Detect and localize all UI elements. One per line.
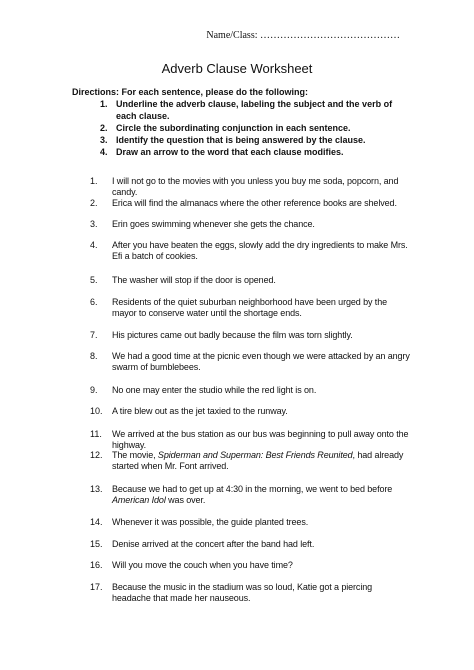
question-item bbox=[90, 560, 410, 571]
question-number: 7. bbox=[90, 330, 98, 340]
question-text-part: was over. bbox=[165, 495, 206, 505]
question-number: 14. bbox=[90, 517, 103, 527]
question-text-part: Because we had to get up at 4:30 in the morning, we went to bed before bbox=[112, 484, 393, 494]
direction-step-text: Draw an arrow to the word that each clause modifies. bbox=[116, 147, 344, 157]
question-item bbox=[90, 539, 410, 550]
question-text: We arrived at the bus station as our bus was beginning to pull away onto the highway. bbox=[112, 429, 409, 450]
question-text: Erica will find the almanacs where the other reference books are shelved. bbox=[112, 198, 397, 208]
question-text: After you have beaten the eggs, slowly add the dry ingredients to make Mrs. Efi a batch of cookies. bbox=[112, 240, 408, 261]
question-text-part: , had already started when Mr. Font arrived. bbox=[112, 450, 404, 471]
question-text bbox=[112, 484, 410, 506]
question-number: 6. bbox=[90, 297, 98, 307]
question-text: No one may enter the studio while the red light is on. bbox=[112, 385, 317, 395]
question-text: Denise arrived at the concert after the band had left. bbox=[112, 539, 315, 549]
question-item bbox=[90, 351, 410, 373]
question-text: His pictures came out badly because the film was torn slightly. bbox=[112, 330, 353, 340]
question-text bbox=[112, 450, 410, 472]
question-item bbox=[90, 275, 410, 286]
direction-step-text: Circle the subordinating conjunction in each sentence. bbox=[116, 123, 351, 133]
question-text: I will not go to the movies with you unless you buy me soda, popcorn, and candy. bbox=[112, 176, 399, 197]
question-number: 8. bbox=[90, 351, 98, 361]
question-item bbox=[90, 385, 410, 396]
question-item bbox=[90, 406, 410, 417]
direction-step-number: 1. bbox=[100, 99, 108, 109]
question-number: 15. bbox=[90, 539, 103, 549]
question-text: Will you move the couch when you have time? bbox=[112, 560, 293, 570]
question-number: 4. bbox=[90, 240, 98, 250]
show-title: American Idol bbox=[112, 495, 166, 505]
question-text-part: The movie, bbox=[112, 450, 158, 460]
movie-title: Spiderman and Superman: Best Friends Reunited bbox=[157, 450, 353, 460]
question-number: 3. bbox=[90, 219, 98, 229]
question-number: 10. bbox=[90, 406, 103, 416]
question-text: Because the music in the stadium was so loud, Katie got a piercing headache that made her nauseous. bbox=[112, 582, 373, 603]
direction-step-text: Identify the question that is being answered by the clause. bbox=[116, 135, 366, 145]
question-text: Whenever it was possible, the guide planted trees. bbox=[112, 517, 309, 527]
question-text: We had a good time at the picnic even though we were attacked by an angry swarm of bumblebees. bbox=[112, 351, 410, 372]
question-number: 12. bbox=[90, 450, 103, 460]
question-number: 9. bbox=[90, 385, 98, 395]
question-number: 11. bbox=[90, 429, 102, 439]
direction-step-number: 4. bbox=[100, 147, 108, 157]
question-item bbox=[90, 582, 410, 604]
question-item bbox=[90, 330, 410, 341]
worksheet-title: Adverb Clause Worksheet bbox=[161, 61, 313, 76]
direction-step-text: Underline the adverb clause, labeling the subject and the verb of each clause. bbox=[116, 99, 393, 121]
question-item bbox=[90, 240, 410, 262]
question-text: A tire blew out as the jet taxied to the runway. bbox=[112, 406, 288, 416]
direction-step-number: 2. bbox=[100, 123, 108, 133]
question-number: 5. bbox=[90, 275, 98, 285]
directions-heading: Directions: For each sentence, please do the following: bbox=[72, 87, 309, 97]
question-item bbox=[90, 198, 410, 209]
question-number: 2. bbox=[90, 198, 98, 208]
question-number: 17. bbox=[90, 582, 103, 592]
question-item bbox=[90, 484, 410, 506]
question-item bbox=[90, 176, 410, 198]
question-number: 1. bbox=[90, 176, 98, 186]
question-text: The washer will stop if the door is opened. bbox=[112, 275, 276, 285]
question-item bbox=[90, 297, 410, 319]
direction-step-number: 3. bbox=[100, 135, 108, 145]
question-item bbox=[90, 517, 410, 528]
question-item bbox=[90, 429, 410, 451]
question-number: 13. bbox=[90, 484, 103, 494]
name-class-line: Name/Class: …………………………………… bbox=[206, 30, 400, 41]
question-text: Erin goes swimming whenever she gets the chance. bbox=[112, 219, 315, 229]
question-number: 16. bbox=[90, 560, 103, 570]
question-item bbox=[90, 450, 410, 472]
question-text: Residents of the quiet suburban neighborhood have been urged by the mayor to conserve water until the shortage ends. bbox=[112, 297, 388, 318]
question-item bbox=[90, 219, 410, 230]
